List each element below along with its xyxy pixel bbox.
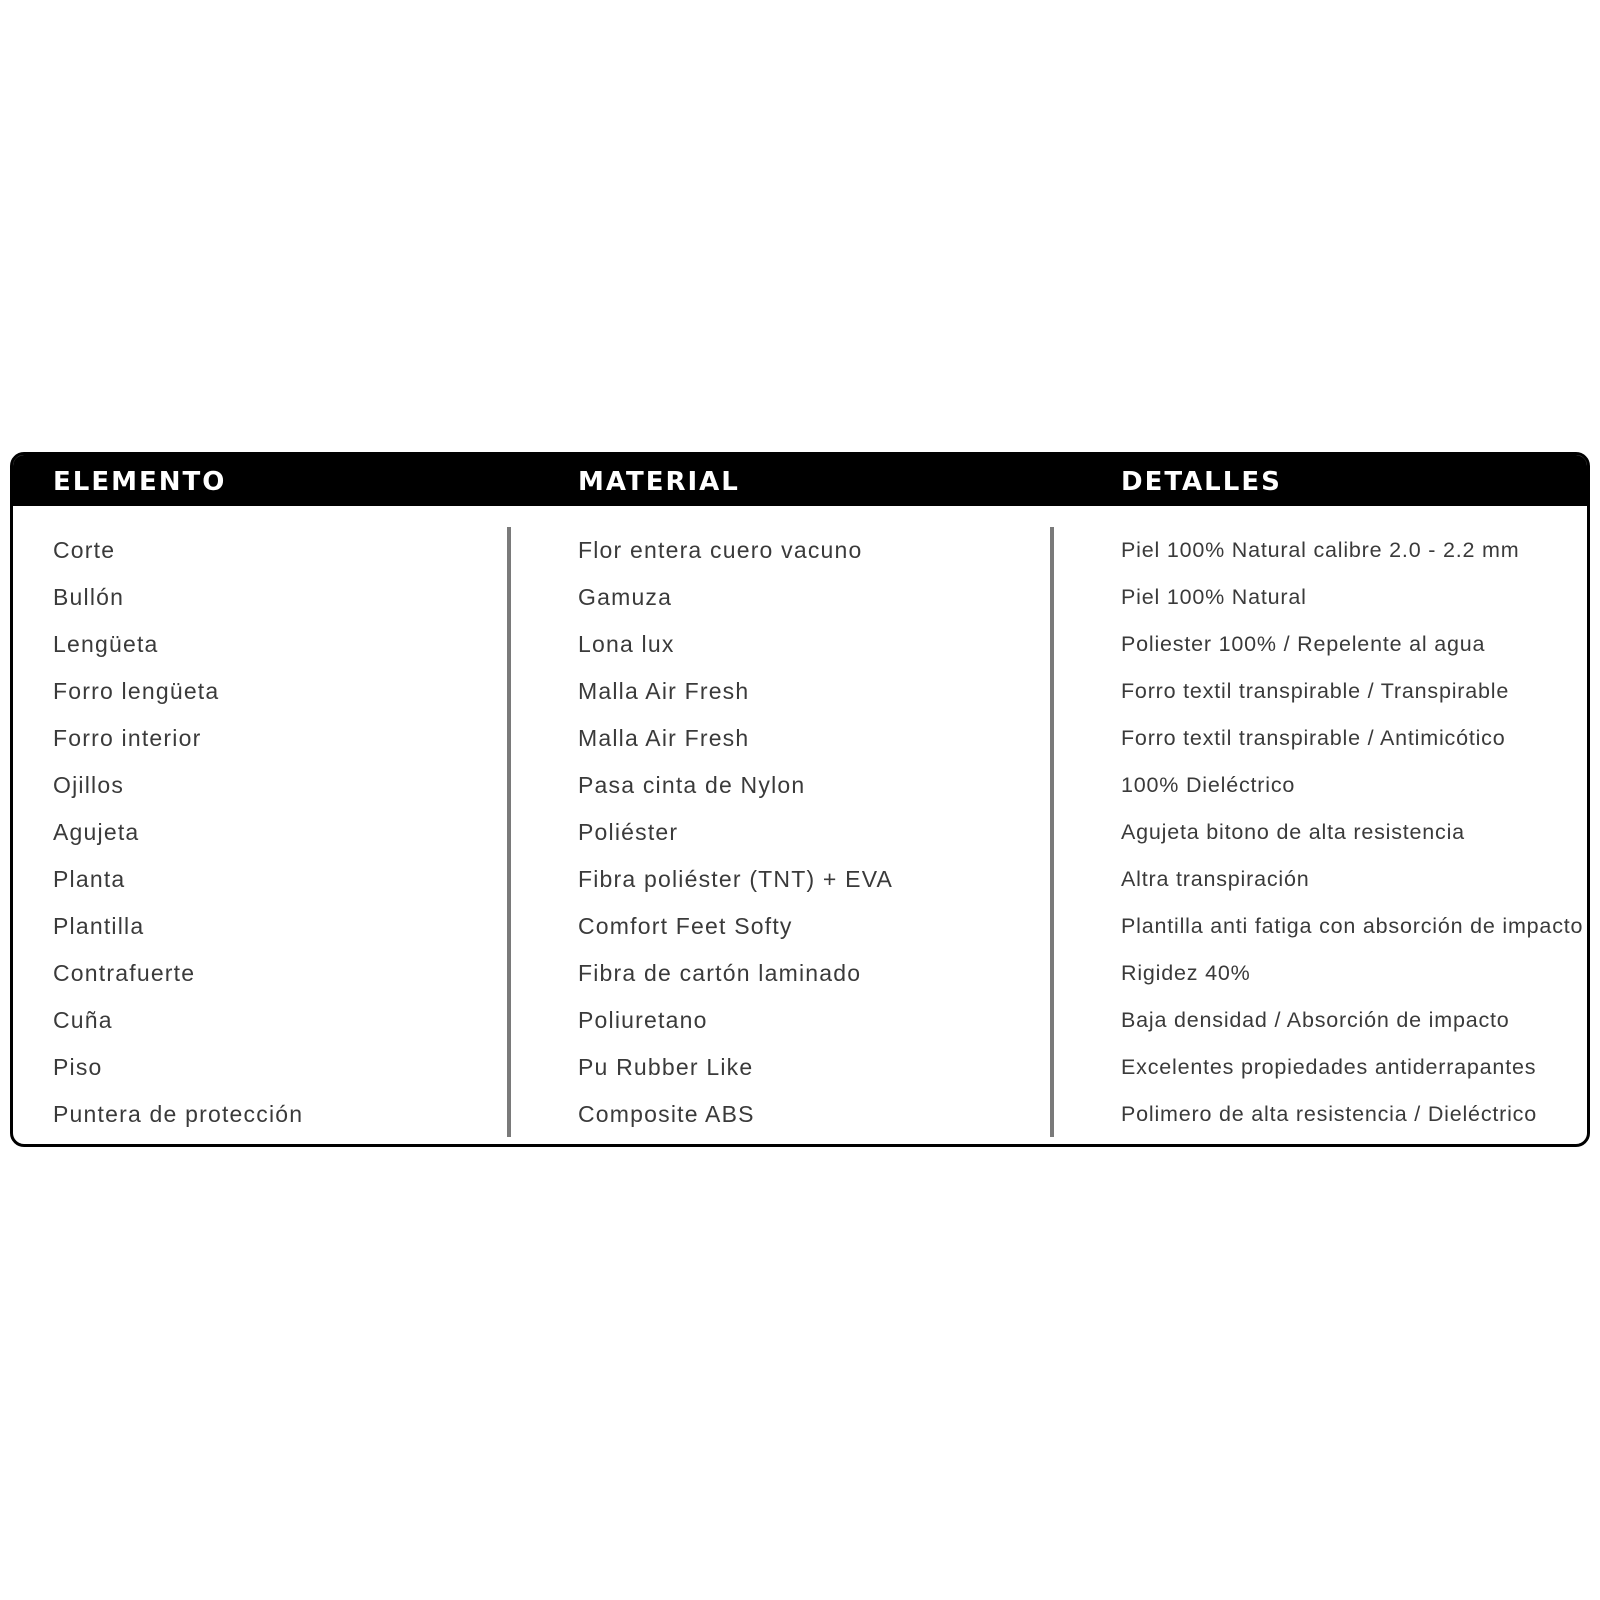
cell-detalles: 100% Dieléctrico: [1121, 773, 1296, 797]
cell-detalles: Rigidez 40%: [1121, 961, 1251, 985]
cell-material: Composite ABS: [578, 1101, 755, 1127]
table-row: [13, 715, 1587, 762]
table-header: [13, 455, 1587, 506]
table-row: [13, 527, 1587, 574]
table-row: [13, 950, 1587, 997]
cell-material: Malla Air Fresh: [578, 725, 750, 751]
cell-material: Lona lux: [578, 631, 675, 657]
cell-detalles: Agujeta bitono de alta resistencia: [1121, 820, 1465, 844]
header-detalles: DETALLES: [1121, 467, 1282, 497]
cell-detalles: Polimero de alta resistencia / Dieléctrico: [1121, 1102, 1537, 1126]
cell-material: Fibra poliéster (TNT) + EVA: [578, 866, 894, 892]
cell-elemento: Forro lengüeta: [53, 678, 220, 704]
cell-material: Comfort Feet Softy: [578, 913, 793, 939]
cell-detalles: Piel 100% Natural: [1121, 585, 1307, 609]
cell-elemento: Planta: [53, 866, 126, 892]
table-row: [13, 762, 1587, 809]
cell-material: Poliéster: [578, 819, 679, 845]
header-material: MATERIAL: [578, 467, 740, 497]
cell-detalles: Forro textil transpirable / Antimicótico: [1121, 726, 1506, 750]
cell-elemento: Agujeta: [53, 819, 140, 845]
table-row: [13, 997, 1587, 1044]
cell-elemento: Puntera de protección: [53, 1101, 304, 1127]
cell-material: Gamuza: [578, 584, 673, 610]
cell-elemento: Piso: [53, 1054, 103, 1080]
cell-material: Pasa cinta de Nylon: [578, 772, 806, 798]
table-row: [13, 1044, 1587, 1091]
cell-elemento: Forro interior: [53, 725, 202, 751]
cell-detalles: Baja densidad / Absorción de impacto: [1121, 1008, 1510, 1032]
spec-table: [10, 452, 1590, 1147]
cell-material: Malla Air Fresh: [578, 678, 750, 704]
cell-material: Fibra de cartón laminado: [578, 960, 862, 986]
cell-elemento: Bullón: [53, 584, 125, 610]
cell-material: Pu Rubber Like: [578, 1054, 754, 1080]
cell-elemento: Plantilla: [53, 913, 145, 939]
cell-detalles: Poliester 100% / Repelente al agua: [1121, 632, 1486, 656]
cell-detalles: Forro textil transpirable / Transpirable: [1121, 679, 1510, 703]
cell-material: Poliuretano: [578, 1007, 708, 1033]
cell-elemento: Cuña: [53, 1007, 113, 1033]
table-row: [13, 903, 1587, 950]
table-row: [13, 809, 1587, 856]
cell-detalles: Altra transpiración: [1121, 867, 1310, 891]
cell-elemento: Corte: [53, 537, 116, 563]
cell-elemento: Contrafuerte: [53, 960, 196, 986]
table-row: [13, 668, 1587, 715]
header-elemento: ELEMENTO: [53, 467, 227, 497]
cell-elemento: Lengüeta: [53, 631, 159, 657]
cell-detalles: Piel 100% Natural calibre 2.0 - 2.2 mm: [1121, 538, 1520, 562]
table-row: [13, 574, 1587, 621]
cell-detalles: Plantilla anti fatiga con absorción de impacto: [1121, 914, 1584, 938]
cell-elemento: Ojillos: [53, 772, 125, 798]
cell-material: Flor entera cuero vacuno: [578, 537, 863, 563]
table-row: [13, 1091, 1587, 1138]
table-row: [13, 621, 1587, 668]
table-row: [13, 856, 1587, 903]
cell-detalles: Excelentes propiedades antiderrapantes: [1121, 1055, 1537, 1079]
